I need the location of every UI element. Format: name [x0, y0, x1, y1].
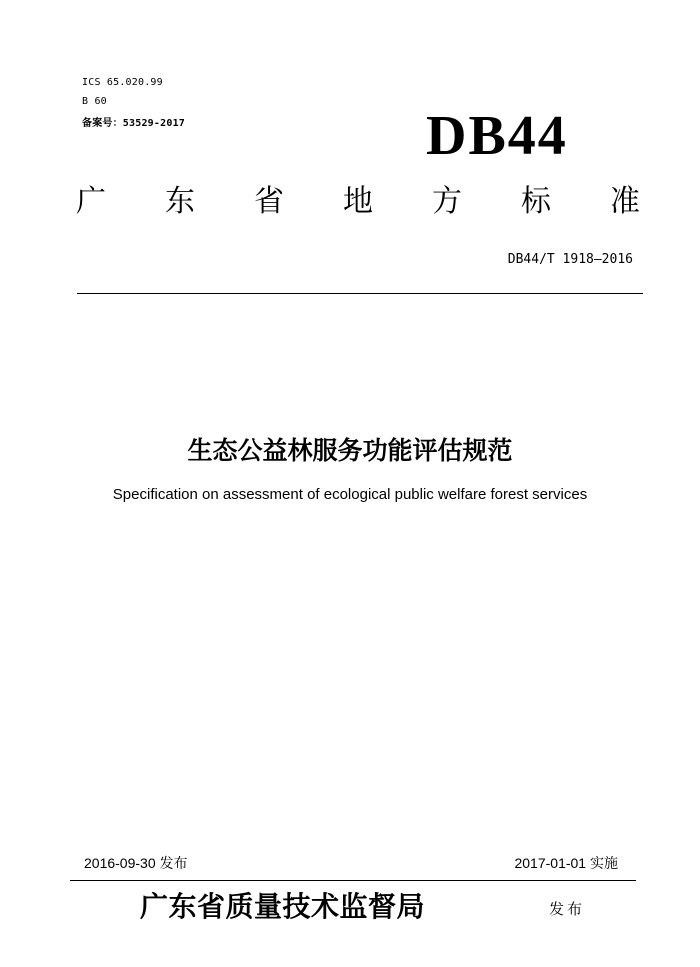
issuer-name: 广东省质量技术监督局: [140, 890, 426, 923]
standard-number: DB44/T 1918—2016: [507, 252, 633, 267]
ics-code: ICS 65.020.99: [82, 77, 163, 88]
standard-type-char: 东: [165, 184, 195, 219]
standard-type-char: 标: [521, 184, 551, 219]
standard-type-heading: [76, 182, 640, 222]
title-english: Specification on assessment of ecological public welfare forest services: [112, 486, 588, 503]
standard-type-char: 方: [432, 184, 462, 219]
record-number: 备案号：53529-2017: [82, 118, 186, 129]
ccs-code: B 60: [82, 96, 107, 107]
bottom-divider: [70, 880, 636, 881]
implementation-date: 2017-01-01 实施: [514, 855, 618, 871]
standard-type-char: 地: [343, 184, 373, 219]
db-logo: DB44: [426, 105, 568, 167]
title-chinese: 生态公益林服务功能评估规范: [187, 436, 513, 465]
issue-label: 发布: [549, 900, 586, 918]
standard-type-char: 广: [76, 184, 106, 219]
top-divider: [77, 293, 643, 294]
standard-type-char: 准: [610, 184, 640, 219]
standard-type-char: 省: [254, 184, 284, 219]
issue-date: 2016-09-30 发布: [84, 855, 188, 871]
